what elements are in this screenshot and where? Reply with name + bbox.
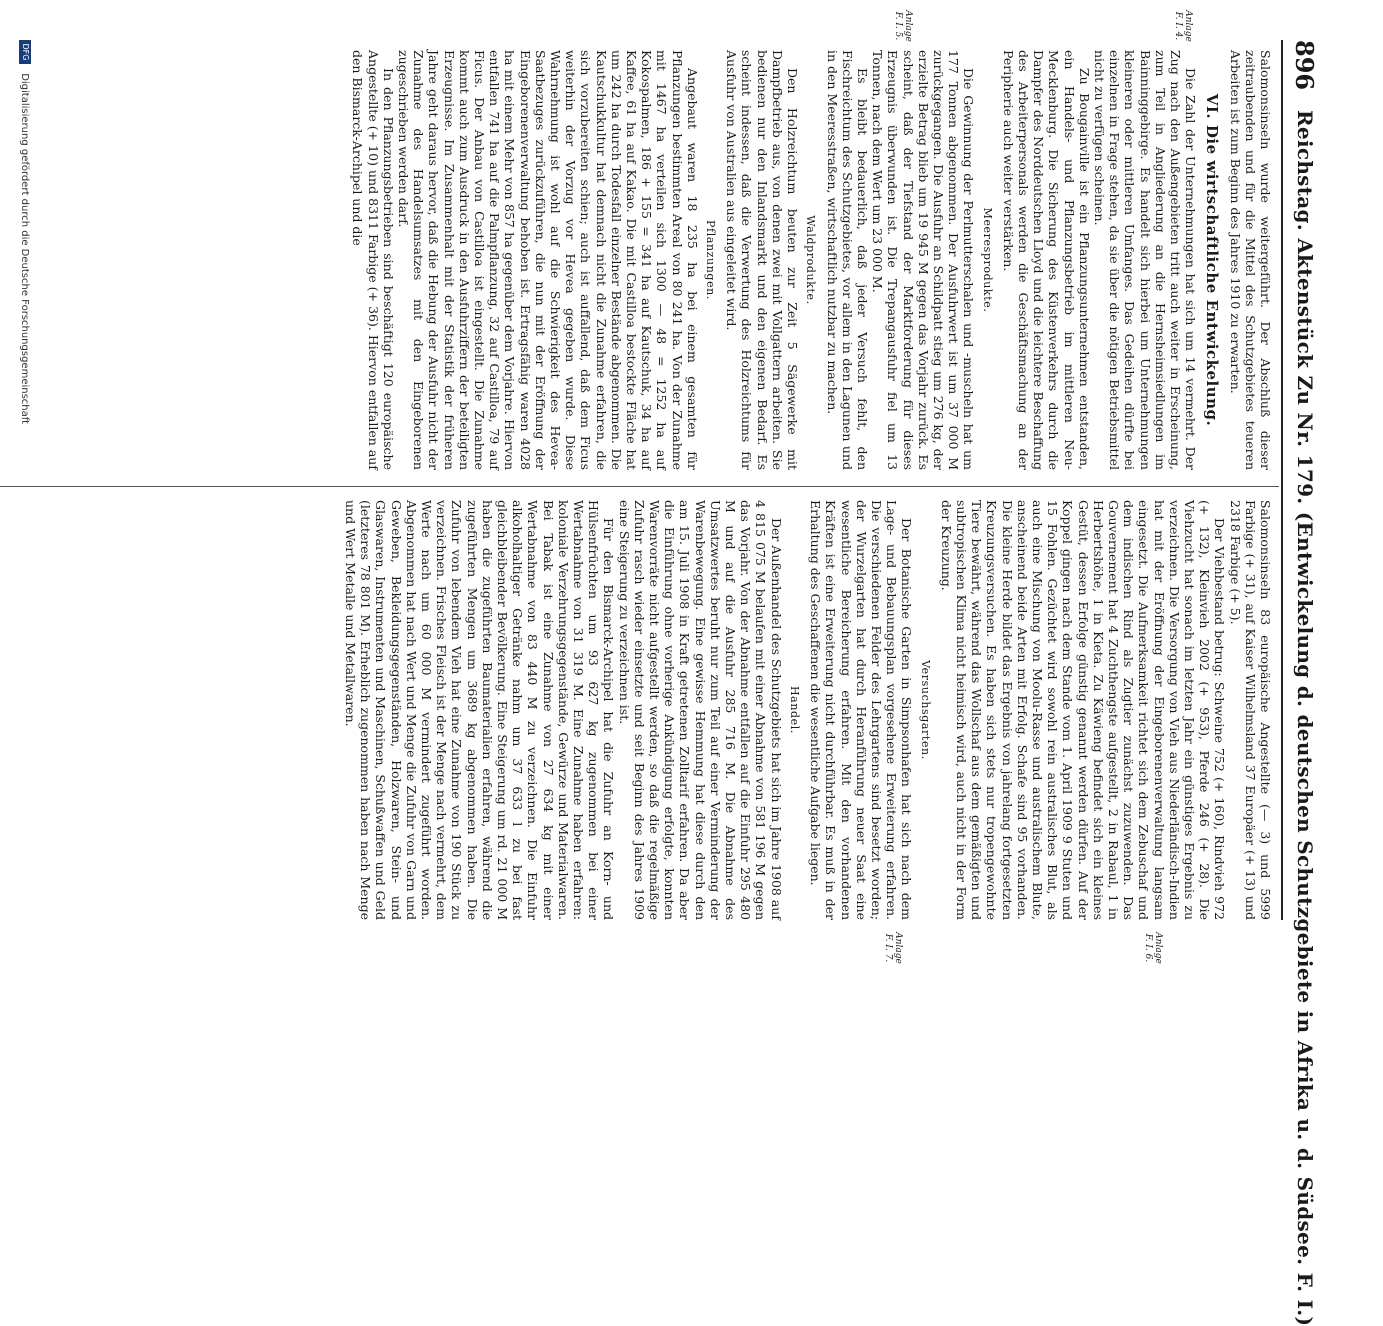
paragraph: Zu Bougainville ist ein Pflanzungsunternehmen entstanden, ein Handels- und Pflanzungsbetrieb im mittleren Neu-Mecklenburg. Die Sicherung des Küstenverkehrs durch die Dampfer des Norddeutschen Lloyd und die leichtere Beschaffung des Arbeiterpersonals werden die Geschäftsmachung an der Peripherie auch weiter verstärken. xyxy=(1000,50,1092,470)
text-column-left xyxy=(350,50,1273,470)
paragraph: Der Botanische Garten in Simpsonhafen hat sich nach dem Lage- und Bebauungsplan vorgesehene Erweiterung erfahren. Die verschiedenen Felder des Lehrgartens sind besetzt worden; der Wurzelgarten hat durch Heranführung neuer Saat eine wesentliche Bereicherung erfahren. Mit den vorhandenen Kräften ist eine Erweiterung nicht durchführbar. Es muß in der Erhaltung des Geschaffenen die wesentliche Aufgabe liegen. xyxy=(808,500,915,920)
subheading: Waldprodukte. xyxy=(804,215,818,305)
margin-note: Anlage F. I. 7. xyxy=(883,932,903,964)
text-column-right xyxy=(343,500,1273,920)
dfg-logo: DFG xyxy=(19,40,31,64)
subheading: Handel. xyxy=(787,685,801,734)
paragraph: Den Holzreichtum beuten zur Zeit 5 Sägewerke mit Dampfbetrieb aus, von denen zwei mit Vollgattern arbeiten. Sie bedienen nur den Inlandsmarkt und den eigenen Bedarf. Es scheint indessen, daß die Verwertung des Holzreichtums für Ausfuhr von Australien aus eingeleitet wird. xyxy=(724,50,801,470)
page-number: 896 xyxy=(1290,40,1319,91)
paragraph: Die Zahl der Unternehmungen hat sich um 14 vermehrt. Der Zug nach den Außengebieten tritt auch weiter in Erscheinung, zum Teil in Angliederung an die Hernsheimsiedlungen im Bainninggebirge. Es handelt sich hierbei um Unternehmungen kleineren oder mittleren Umfanges. Das Gedeihen dürfte bei einzelnen in Frage stehen, da sie über die nötigen Betriebsmittel nicht zu verfügen scheinen. xyxy=(1091,50,1199,470)
margin-note: Anlage F. I. 5. xyxy=(893,10,913,42)
paragraph: In den Pflanzungsbetrieben sind beschäftigt 120 europäische Angestellte (+ 10) und 8311 Farbige (+ 36). Hiervon entfallen auf den Bismarck-Archipel und die xyxy=(350,50,396,470)
subheading: Versuchsgarten. xyxy=(918,660,932,760)
page-header xyxy=(1281,40,1323,1326)
column-divider xyxy=(0,486,1279,487)
margin-note: Anlage F. I. 6. xyxy=(1143,932,1163,964)
paragraph: Für den Bismarck-Archipel hat die Zufuhr an Korn- und Hülsenfrüchten um 93 627 kg zugenommen bei einer Wertabnahme von 31 319 M. Eine Zunahme haben erfahren: koloniale Verzehrungsgegenstände, Gewürze und Materialwaren. Bei Tabak ist eine Zunahme von 27 634 kg mit einer Wertabnahme von 83 440 M zu verzeichnen. Die Einfuhr alkoholhaltiger Getränke nahm um 37 633 l zu bei fast gleichbleibender Bevölkerung. Eine Steigerung um rd. 21 000 M haben die zugeführten Baumaterialien erfahren, während die zugeführten Mengen um 3689 kg abgenommen haben. Die Zufuhr von lebendem Vieh hat eine Zunahme von 190 Stück zu verzeichnen. Frisches Fleisch ist der Menge nach vermehrt, dem Werte nach um 60 000 M vermindert zugeführt worden. Abgenommen hat nach Wert und Menge die Zufuhr von Garn und Geweben, Bekleidungsgegenständen, Holzwaren, Stein- und Glaswaren, Instrumenten und Maschinen, Schußwaffen und Geld (letzteres 78 801 M). Erheblich zugenommen haben nach Menge und Wert Metalle und Metallwaren. xyxy=(343,500,617,920)
margin-note: Anlage F. I. 4. xyxy=(1173,10,1193,42)
paragraph: Salomonsinseln wurde weitergeführt. Der Abschluß dieser zeitraubenden und für die Mittel des Schutzgebietes teueren Arbeiten ist zum Beginn des Jahres 1910 zu erwarten. xyxy=(1227,50,1273,470)
section-heading: VI. Die wirtschaftliche Entwickelung. xyxy=(1203,93,1222,427)
digitization-credit xyxy=(11,40,31,980)
paragraph: Angebaut waren 18 235 ha bei einem gesamten für Pflanzungen bestimmten Areal von 80 241 ha. Von der Zunahme mit 1467 ha verteilen sich 1300 — 48 = 1252 ha auf Kokospalmen, 186 + 155 = 341 ha auf Kautschuk, 34 ha auf Kaffee, 61 ha auf Kakao. Die mit Castilloa bestockte Fläche hat um 242 ha durch Todesfall einzelner Bestände abgenommen. Die Kautschukkultur hat demnach nicht die Zunahme erfahren, die sich vorzubereiten schien; auch ist auffallend, daß dem Ficus weiterhin der Vorzug vor Hevea gegeben wurde. Diese Wahrnehmung ist wohl auf die Schwierigkeit des Hevea-Saatbezuges zurückzuführen, die nun mit der Eröffnung der Eingeborenenverwaltung behoben ist. Ertragsfähig waren 4028 ha mit einem Mehr von 857 ha gegenüber dem Vorjahre. Hiervon entfallen 741 ha auf die Palmpflanzung, 32 auf Castilloa, 79 auf Ficus. Der Anbau von Castilloa ist eingestellt. Die Zunahme kommt auch zum Ausdruck in den Ausfuhrziffern der beteiligten Erzeugnisse. Im Zusammenhalt mit der Statistik der früheren Jahre geht daraus hervor, daß die Hebung der Ausfuhr nicht der Zunahme des Handelsumsatzes mit den Eingeborenen zugeschrieben werden darf. xyxy=(396,50,700,470)
subheading: Meeresprodukte. xyxy=(980,207,994,313)
paragraph: Die Gewinnung der Perlmutterschalen und -muscheln hat um 177 Tonnen abgenommen. Der Ausfuhrwert ist um 37 000 M zurückgegangen. Die Ausfuhr an Schildpatt stieg um 276 kg, der erzielte Betrag blieb um 19 945 M gegen das Vorjahr zurück. Es scheint, daß der Tiefstand der Marktforderung für dieses Erzeugnis überwunden ist. Die Trepangausfuhr fiel um 13 Tonnen, nach dem Wert um 23 000 M. xyxy=(870,50,977,470)
running-head: Reichstag. Aktenstück Zu Nr. 179. (Entwickelung d. deutschen Schutzgebiete in Afrika u. d. Südsee. F. I.) xyxy=(1293,110,1317,1326)
credit-text: Digitalisierung gefördert durch die Deutsche Forschungsgemeinschaft xyxy=(19,73,30,425)
subheading: Pflanzungen. xyxy=(704,220,718,300)
paragraph: Salomonsinseln 83 europäische Angestellte (— 3) und 5999 Farbige (+ 31), auf Kaiser Wilhelmsland 37 Europäer (+ 13) und 2318 Farbige (+ 5). xyxy=(1227,500,1273,920)
paragraph: Es bleibt bedauerlich, daß jeder Versuch fehlt, den Fischreichtum des Schutzgebietes, vor allem in den Lagunen und in den Meeresstraßen, wirtschaftlich nutzbar zu machen. xyxy=(824,50,870,470)
paragraph: Der Außenhandel des Schutzgebiets hat sich im Jahre 1908 auf 4 815 075 M belaufen mit einer Abnahme von 581 196 M gegen das Vorjahr. Von der Abnahme entfallen auf die Einfuhr 295 480 M und auf die Ausfuhr 285 716 M. Die Abnahme des Umsatzwertes beruht nur zum Teil auf einer Verminderung der Warenbewegung. Eine gewisse Hemmung hat diese durch den am 15. Juli 1908 in Kraft getretenen Zolltarif erfahren. Da aber die Einführung ohne vorherige Ankündigung erfolgte, konnten Warenvorräte nicht aufgestellt werden, so daß die regelmäßige Zufuhr rasch wieder einsetzte und seit Beginn des Jahres 1909 eine Steigerung zu verzeichnen ist. xyxy=(616,500,784,920)
paragraph: Der Viehbestand betrug: Schweine 752 (+ 160), Rindvieh 972 (+ 132), Kleinvieh 2002 (+ 953), Pferde 246 (+ 28). Die Viehzucht hat sonach im letzten Jahr ein günstiges Ergebnis zu verzeichnen. Die Versorgung von Vieh aus Niederländisch-Indien hat mit der Eröffnung der Eingeborenenverwaltung langsam eingesetzt. Die Aufmerksamkeit richtet sich dem Zebuschaf und dem indischen Rind als Zugtier zunächst zuzuwenden. Das Gouvernement hat 4 Zuchthengste aufgestellt, 2 in Rabaul, 1 in Herbertshöhe, 1 in Kieta. Zu Käwieng befindet sich ein kleines Gestüt, dessen Erfolge günstig genannt werden dürfen. Auf der Koppel gingen nach dem Stande vom 1. April 1909 9 Stuten und 15 Fohlen. Gezüchtet wird sowohl rein australisches Blut, als auch eine Mischung von Moolu-Rasse und australischem Blute, anscheinend beide Arten mit Erfolg. Schafe sind 95 vorhanden. Die kleine Herde bildet das Ergebnis von jahrelang fortgesetzten Kreuzungsversuchen. Es haben sich stets nur tropengewohnte Tiere bewährt, während das Wollschaf aus dem gemäßigten und subtropischen Klima nicht heimisch wird, auch nicht in der Form der Kreuzung. xyxy=(938,500,1228,920)
